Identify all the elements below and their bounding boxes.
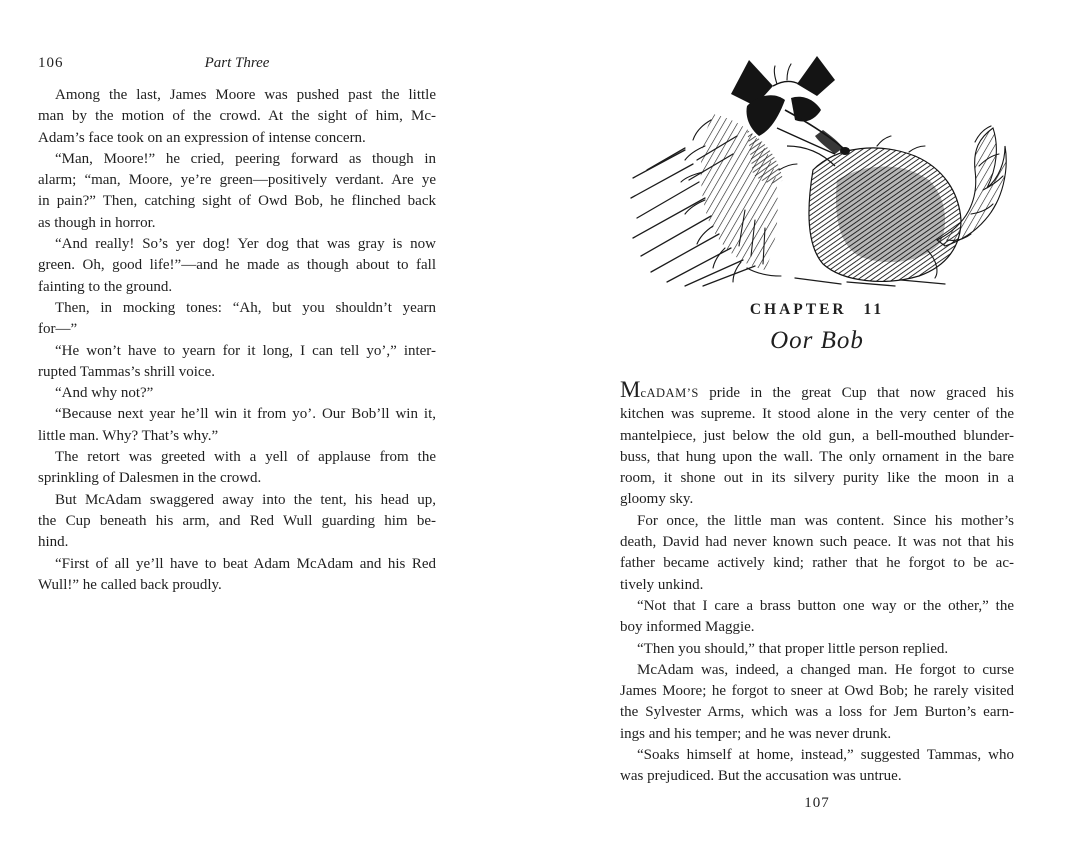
chapter-heading: CHAPTER 11 <box>749 301 885 318</box>
text-line: little man. Why? That’s why.” <box>38 427 219 444</box>
page-number-left: 106 <box>38 55 64 71</box>
text-line: tively unkind. <box>620 576 704 593</box>
paragraph <box>38 404 436 447</box>
text-line: James Moore; he forgot to sneer at Owd Bob; he rarely visited <box>620 683 1014 700</box>
text-line: “First of all ye’ll have to beat Adam McAdam and his Red <box>55 555 436 572</box>
left-page-text <box>38 85 436 596</box>
paragraph <box>38 234 436 298</box>
text-line: “Soaks himself at home, instead,” suggested Tammas, who <box>637 747 1014 764</box>
text-line: “Man, Moore!” he cried, peering forward as though in <box>55 150 436 167</box>
right-page-text <box>620 377 1014 788</box>
text-line: death, David had never known such peace. It was not that his <box>620 534 1014 551</box>
text-line: mantelpiece, just below the old gun, a bell-mouthed blunder- <box>620 427 1014 444</box>
dog-illustration <box>620 50 1014 288</box>
text-line: kitchen was supreme. It stood alone in the very center of the <box>620 406 1014 423</box>
text-line: “He won’t have to yearn for it long, I can tell yo’,” inter- <box>55 342 436 359</box>
text-line: ings and his temper; and he was never drunk. <box>620 725 892 742</box>
paragraph <box>38 383 436 404</box>
text-line: boy informed Maggie. <box>620 619 755 636</box>
left-page <box>38 55 436 596</box>
text-line: “And why not?” <box>55 385 154 402</box>
right-page <box>620 50 1014 812</box>
running-header: Part Three <box>204 55 270 71</box>
text-line: gloomy sky. <box>620 491 694 508</box>
text-line: green. Oh, good life!”—and he made as though about to fall <box>38 257 436 274</box>
body-core <box>836 167 945 263</box>
paragraph <box>38 447 436 490</box>
text-line: hind. <box>38 534 69 551</box>
text-line: Among the last, James Moore was pushed past the little <box>55 87 436 103</box>
text-line: For once, the little man was content. Since his mother’s <box>637 512 1014 529</box>
text-line: alarm; “man, Moore, ye’re green—positively verdant. Are ye <box>38 172 436 189</box>
text-line: room, it shone out in its silvery purity like the moon in a <box>620 470 1014 487</box>
paragraph <box>38 341 436 384</box>
paragraph <box>38 149 436 234</box>
text-line: buss, that hung upon the wall. The only ornament in the bare <box>620 448 1014 465</box>
text-line: Wull!” he called back proudly. <box>38 576 222 593</box>
left-page-header <box>38 55 436 73</box>
text-line: as though in horror. <box>38 214 156 231</box>
eye-patch <box>791 97 821 122</box>
text-line: man by the motion of the crowd. At the sight of him, Mc- <box>38 108 436 125</box>
paragraph <box>620 639 1014 660</box>
ruff-hatch <box>701 114 778 270</box>
paragraph <box>620 511 1014 596</box>
nose <box>840 147 850 155</box>
paragraph <box>620 660 1014 745</box>
text-line: Adam’s face took on an expression of intense concern. <box>38 129 366 146</box>
text-line: was prejudiced. But the accusation was untrue. <box>620 768 902 785</box>
paragraph <box>38 298 436 341</box>
text-line: in pain?” Then, catching sight of Owd Bob, he flinched back <box>38 193 436 210</box>
text-line: sprinkling of Dalesmen in the crowd. <box>38 470 262 487</box>
collie-sketch-svg <box>627 50 1007 288</box>
text-line: “Then you should,” that proper little person replied. <box>637 640 949 657</box>
text-line: McAdam was, indeed, a changed man. He forgot to curse <box>637 661 1014 678</box>
paragraph <box>620 377 1014 511</box>
text-line: fainting to the ground. <box>38 278 173 295</box>
text-line: Then, in mocking tones: “Ah, but you shouldn’t yearn <box>55 299 436 316</box>
paragraph <box>620 745 1014 788</box>
text-line: the Sylvester Arms, which was a loss for Jem Burton’s earn- <box>620 704 1014 721</box>
text-line: But McAdam swaggered away into the tent, his head up, <box>55 491 436 508</box>
text-line: father became actively kind; rather that he forgot to be ac- <box>620 555 1014 572</box>
page-number-right: 107 <box>804 794 830 811</box>
text-line: The retort was greeted with a yell of applause from the <box>55 449 436 466</box>
text-line: the Cup beneath his arm, and Red Wull guarding him be- <box>38 512 436 529</box>
right-ear <box>797 56 835 96</box>
muzzle-shade <box>815 130 843 154</box>
paragraph <box>620 596 1014 639</box>
text-line: rupted Tammas’s shrill voice. <box>38 363 215 380</box>
text-line: “And really! So’s yer dog! Yer dog that was gray is now <box>55 236 436 253</box>
paragraph <box>38 85 436 149</box>
paragraph <box>38 490 436 554</box>
text-line: “Not that I care a brass button one way or the other,” the <box>637 597 1014 614</box>
text-line: “Because next year he’ll win it from yo’. Our Bob’ll win it, <box>55 406 436 423</box>
text-line: for—” <box>38 321 78 338</box>
chapter-title: Oor Bob <box>770 327 864 354</box>
paragraph <box>38 554 436 597</box>
text-line: McADAM’S pride in the great Cup that now graced his <box>620 377 1014 402</box>
